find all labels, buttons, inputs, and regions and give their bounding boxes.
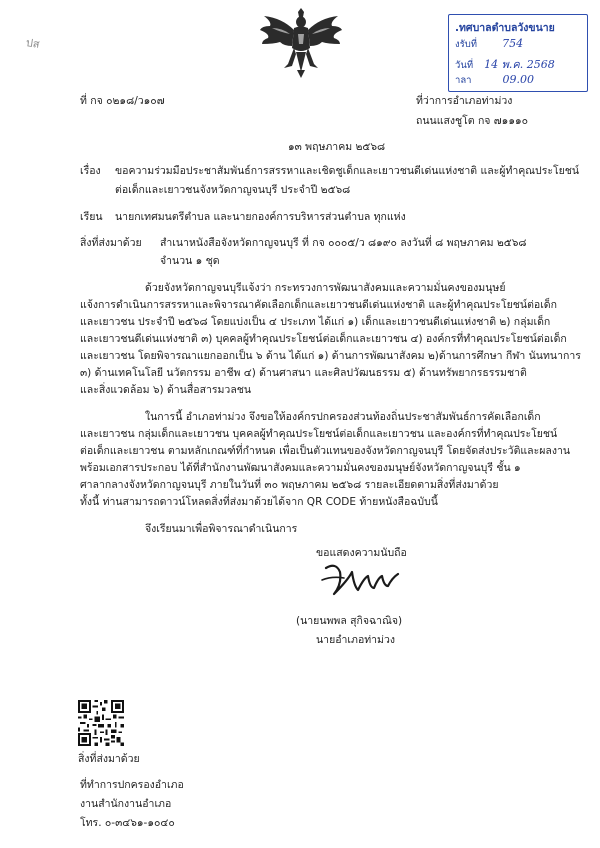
stamp-time-value: 09.00	[502, 73, 535, 86]
para2-line: ในการนี้ อำเภอท่าม่วง จึงขอให้องค์กรปกครองส่วนท้องถิ่นประชาสัมพันธ์การคัดเลือกเด็ก	[145, 411, 541, 423]
margin-handwritten-note: ปส	[25, 36, 41, 51]
stamp-date-row	[455, 55, 555, 73]
subject-line-2: ต่อเด็กและเยาวชนจังหวัดกาญจนบุรี ประจำปี ๒๕๖๘	[115, 184, 351, 196]
stamp-receipt-row	[455, 37, 523, 52]
para2-line: ทั้งนี้ ท่านสามารถดาวน์โหลดสิ่งที่ส่งมาด้วยได้จาก QR CODE ท้ายหนังสือฉบับนี้	[80, 496, 438, 508]
para1-line: ด้วยจังหวัดกาญจนบุรีแจ้งว่า กระทรวงการพัฒนาสังคมและความมั่นคงของมนุษย์	[145, 282, 506, 294]
para1-line: และเยาวชน ประจำปี ๒๕๖๘ โดยแบ่งเป็น ๔ ประเภท ได้แก่ ๑) เด็กและเยาวชนดีเด่นแห่งชาติ ๒) กลุ่มเด็ก	[80, 316, 551, 328]
stamp-office: .ทศบาลตำบลวังขนาย	[455, 22, 555, 34]
footer-phone: โทร. ๐-๓๔๖๑-๑๐๔๐	[80, 817, 175, 829]
garuda-emblem-icon	[258, 8, 344, 78]
office-address: ถนนแสงชูโต กจ ๗๑๑๑๐	[416, 115, 529, 127]
para2-line: ศาลากลางจังหวัดกาญจนบุรี ภายในวันที่ ๓๐ พฤษภาคม ๒๕๖๘ รายละเอียดตามสิ่งที่ส่งมาด้วย	[80, 479, 499, 491]
subject-line-1: ขอความร่วมมือประชาสัมพันธ์การสรรหาและเชิดชูเด็กและเยาวชนดีเด่นแห่งชาติ และผู้ทำคุณประโยชน์	[115, 165, 580, 177]
stamp-date-label: วันที่	[455, 60, 474, 71]
stamp-receipt-number: 754	[502, 37, 524, 50]
subject-label: เรื่อง	[80, 165, 101, 177]
recipient-label: เรียน	[80, 211, 103, 223]
para2-line: ต่อเด็กและเยาวชน ตามหลักเกณฑ์ที่กำหนด เพื่อเป็นตัวแทนของจังหวัดกาญจนบุรี โดยจัดส่งประวัติและผลงาน	[80, 445, 571, 457]
closing-request: จึงเรียนมาเพื่อพิจารณาดำเนินการ	[145, 523, 298, 535]
stamp-time-label: าลา	[455, 75, 472, 86]
para1-line: และสิ่งแวดล้อม ๖) ด้านสื่อสารมวลชน	[80, 384, 252, 396]
para1-line: และเยาวชน โดยพิจารณาแยกออกเป็น ๖ ด้าน ได้แก่ ๑) ด้านการพัฒนาสังคม ๒)ด้านการศึกษา กีฬา นันทนาการ	[80, 350, 581, 362]
stamp-time-row	[455, 73, 534, 88]
para2-line: และเยาวชน กลุ่มเด็กและเยาวชน บุคคลผู้ทำคุณประโยชน์ต่อเด็กและเยาวชน และองค์กรที่ทำคุณประโยชน์	[80, 428, 558, 440]
signer-name: (นายนพพล สุกิจฉาณิจ)	[296, 615, 403, 627]
document-number: ที่ กจ ๐๒๑๘/ว๑๐๗	[80, 95, 165, 107]
footer-attachment-label: สิ่งที่ส่งมาด้วย	[78, 753, 140, 765]
stamp-receipt-label: งรับที่	[455, 39, 478, 50]
handwritten-signature	[318, 560, 406, 600]
para1-line: ๓) ด้านเทคโนโลยี นวัตกรรม อาชีพ ๔) ด้านศาสนา และศิลปวัฒนธรรม ๕) ด้านทรัพยากรธรรมชาติ	[80, 367, 527, 379]
footer-office-2: งานสำนักงานอำเภอ	[80, 798, 172, 810]
qr-code-icon	[78, 700, 124, 746]
signer-title: นายอำเภอท่าม่วง	[316, 634, 396, 646]
footer-office-1: ที่ทำการปกครองอำเภอ	[80, 779, 184, 791]
para1-line: และเยาวชนดีเด่นแห่งชาติ ๓) บุคคลผู้ทำคุณประโยชน์ต่อเด็กและเยาวชน ๔) องค์กรที่ทำคุณประโยชน์ต่อเด็ก	[80, 333, 567, 345]
attachment-label: สิ่งที่ส่งมาด้วย	[80, 237, 142, 249]
para1-line: แจ้งการดำเนินการสรรหาและพิจารณาคัดเลือกเด็กและเยาวชนดีเด่นแห่งชาติ และผู้ทำคุณประโยชน์ต่อเด็ก	[80, 299, 557, 311]
attachment-text: สำเนาหนังสือจังหวัดกาญจนบุรี ที่ กจ ๐๐๐๕/ว ๘๑๙๐ ลงวันที่ ๘ พฤษภาคม ๒๕๖๘	[160, 237, 527, 249]
para2-line: พร้อมเอกสารประกอบ ได้ที่สำนักงานพัฒนาสังคมและความมั่นคงของมนุษย์จังหวัดกาญจนบุรี ชั้น ๑	[80, 462, 521, 474]
issuing-office: ที่ว่าการอำเภอท่าม่วง	[416, 95, 513, 107]
receipt-stamp	[448, 14, 588, 92]
attachment-count: จำนวน ๑ ชุด	[160, 255, 220, 267]
closing-salutation: ขอแสดงความนับถือ	[316, 547, 407, 559]
document-date: ๑๓ พฤษภาคม ๒๕๖๘	[288, 141, 386, 153]
stamp-date-value: 14 พ.ค. 2568	[484, 58, 555, 71]
recipient-text: นายกเทศมนตรีตำบล และนายกองค์การบริหารส่วนตำบล ทุกแห่ง	[115, 211, 406, 223]
